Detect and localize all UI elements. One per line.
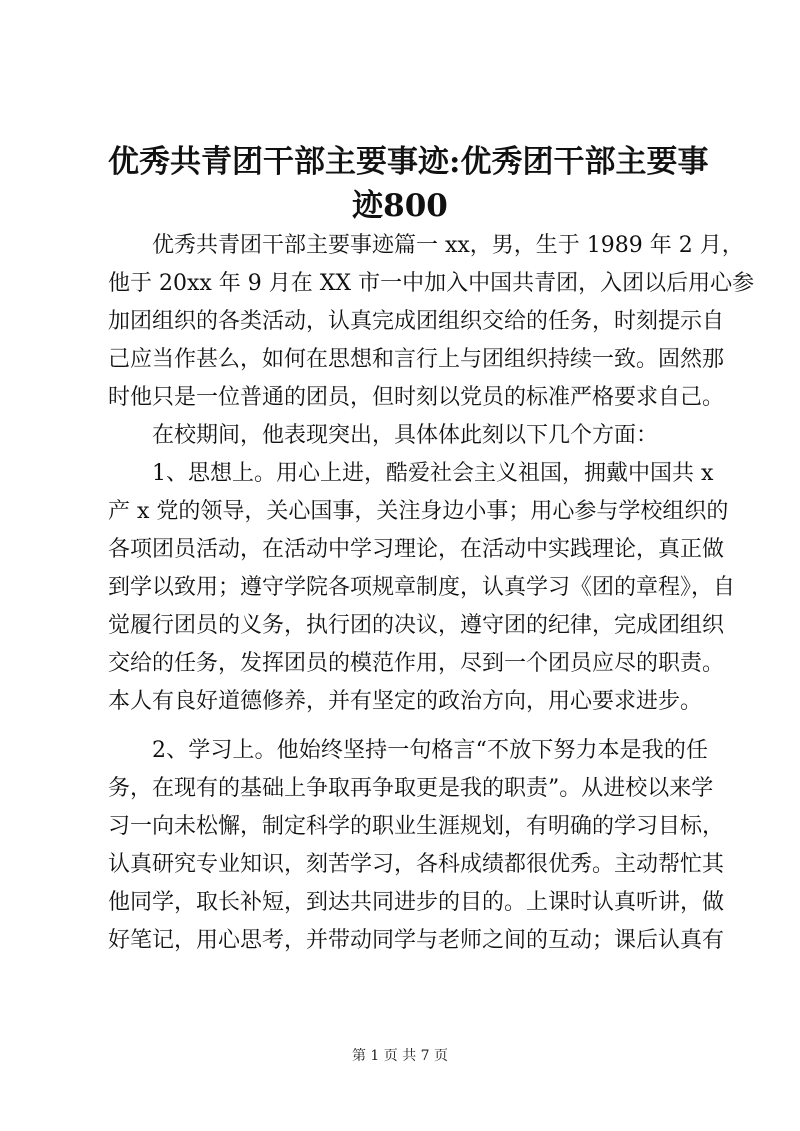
body-line: 好笔记，用心思考，并带动同学与老师之间的互动；课后认真有 [108,928,725,953]
body-line: 各项团员活动，在活动中学习理论，在活动中实践理论，真正做 [108,537,725,562]
body-line: 习一向未松懈，制定科学的职业生涯规划，有明确的学习目标， [108,814,725,839]
body-line: 他于 20xx 年 9 月在 XX 市一中加入中国共青团，入团以后用心参 [108,271,755,296]
body-line: 己应当作甚么，如何在思想和言行上与团组织持续一致。固然那 [108,347,725,372]
document-title-line-1: 优秀共青团干部主要事迹:优秀团干部主要事 [108,144,709,180]
body-line: 务，在现有的基础上争取再争取更是我的职责”。从进校以来学 [108,776,714,801]
body-line: 优秀共青团干部主要事迹篇一 xx，男，生于 1989 年 2 月， [152,233,744,258]
body-line: 产 x 党的领导，关心国事，关注身边小事；用心参与学校组织的 [108,499,729,524]
body-line: 交给的任务，发挥团员的模范作用，尽到一个团员应尽的职责。 [108,651,725,676]
body-line: 认真研究专业知识，刻苦学习，各科成绩都很优秀。主动帮忙其 [108,852,725,877]
body-line: 时他只是一位普通的团员，但时刻以党员的标准严格要求自己。 [108,385,725,410]
document-title-line-2: 迹800 [352,188,448,224]
body-line: 加团组织的各类活动，认真完成团组织交给的任务，时刻提示自 [108,309,725,334]
body-line: 本人有良好道德修养，并有坚定的政治方向，用心要求进步。 [108,689,703,714]
body-line: 在校期间，他表现突出，具体体此刻以下几个方面： [152,423,659,448]
body-line: 2、学习上。他始终坚持一句格言“不放下努力本是我的任 [152,738,708,763]
body-line: 1、思想上。用心上进，酷爱社会主义祖国，拥戴中国共 x [152,461,714,486]
body-line: 他同学，取长补短，到达共同进步的目的。上课时认真听讲，做 [108,890,725,915]
page-number-footer: 第 1 页 共 7 页 [351,1048,449,1064]
body-line: 觉履行团员的义务，执行团的决议，遵守团的纪律，完成团组织 [108,613,725,638]
body-line: 到学以致用；遵守学院各项规章制度，认真学习《团的章程》，自 [108,575,736,600]
